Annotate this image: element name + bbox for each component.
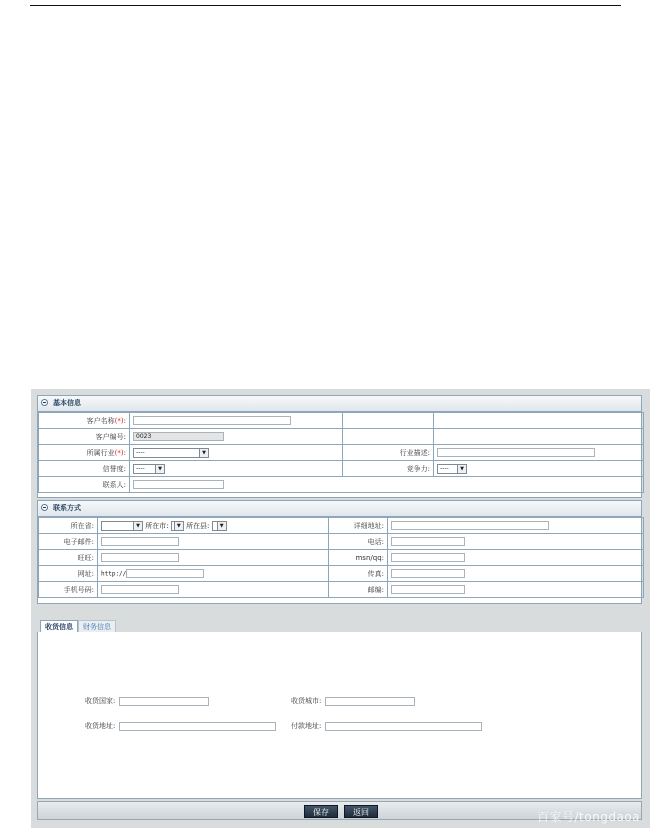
save-button[interactable]: 保存	[304, 805, 338, 818]
basic-info-header[interactable]	[38, 396, 641, 412]
shipping-country-input[interactable]	[119, 697, 209, 706]
industry-select[interactable]: ---- ▼	[133, 448, 209, 458]
contact-info-table	[38, 517, 644, 598]
basic-info-table	[38, 412, 644, 493]
competitiveness-select[interactable]: ---- ▼	[437, 464, 467, 474]
tab-finance[interactable]: 财务信息	[78, 620, 116, 632]
mobile-input[interactable]	[101, 585, 179, 594]
shipping-city-label: 收货城市:	[291, 697, 322, 705]
mobile-label: 手机号码:	[39, 582, 98, 598]
contact-person-input[interactable]	[133, 480, 224, 489]
watermark-text: 百家号/tongdaoa	[537, 810, 640, 824]
detail-tabs	[37, 618, 642, 799]
basic-info-panel	[37, 395, 642, 498]
shipping-country-field	[85, 696, 209, 706]
city-label: 所在市:	[145, 521, 169, 530]
city-select[interactable]	[171, 521, 184, 531]
billing-address-input[interactable]	[325, 722, 482, 731]
email-label: 电子邮件:	[39, 534, 98, 550]
billing-address-field	[291, 721, 482, 731]
website-input[interactable]	[126, 569, 204, 578]
fax-label: 传真:	[329, 566, 388, 582]
collapse-icon[interactable]	[41, 399, 48, 406]
tab-strip	[37, 618, 642, 633]
contact-info-title: 联系方式	[53, 504, 81, 512]
chevron-down-icon[interactable]: ▼	[155, 465, 164, 473]
postcode-label: 邮编:	[329, 582, 388, 598]
competitiveness-label: 竞争力:	[343, 461, 434, 477]
customer-no-label: 客户编号:	[39, 429, 130, 445]
wangwang-label: 旺旺:	[39, 550, 98, 566]
chevron-down-icon[interactable]: ▼	[133, 522, 142, 530]
phone-label: 电话:	[329, 534, 388, 550]
customer-name-input[interactable]	[133, 416, 291, 425]
contact-info-panel	[37, 500, 642, 604]
website-prefix: http://	[101, 570, 127, 578]
credit-label: 信誉度:	[39, 461, 130, 477]
shipping-city-input[interactable]	[325, 697, 415, 706]
tab-shipping[interactable]: 收货信息	[40, 620, 78, 633]
customer-no-input: 0023	[133, 432, 224, 441]
collapse-icon[interactable]	[41, 504, 48, 511]
county-label: 所在县:	[186, 521, 210, 530]
shipping-city-field	[291, 696, 415, 706]
chevron-down-icon[interactable]: ▼	[199, 449, 208, 457]
shipping-country-label: 收货国家:	[85, 697, 116, 705]
shipping-address-input[interactable]	[119, 722, 276, 731]
credit-select[interactable]: ---- ▼	[133, 464, 165, 474]
top-divider-line	[30, 5, 621, 6]
industry-label: 所属行业(*):	[39, 445, 130, 461]
province-select[interactable]	[101, 521, 143, 531]
address-input[interactable]	[391, 521, 549, 530]
customer-form-window	[31, 389, 650, 828]
county-select[interactable]	[212, 521, 227, 531]
customer-name-label: 客户名称(*):	[39, 413, 130, 429]
billing-address-label: 付款地址:	[291, 722, 322, 730]
wangwang-input[interactable]	[101, 553, 179, 562]
website-label: 网址:	[39, 566, 98, 582]
back-button[interactable]: 返回	[344, 805, 378, 818]
email-input[interactable]	[101, 537, 179, 546]
chevron-down-icon[interactable]: ▼	[174, 522, 183, 530]
basic-info-title: 基本信息	[53, 399, 81, 407]
contact-person-label: 联系人:	[39, 477, 130, 493]
phone-input[interactable]	[391, 537, 465, 546]
msn-label: msn/qq:	[329, 550, 388, 566]
industry-desc-label: 行业描述:	[343, 445, 434, 461]
shipping-address-label: 收货地址:	[85, 722, 116, 730]
chevron-down-icon[interactable]: ▼	[217, 522, 226, 530]
industry-desc-input[interactable]	[437, 448, 595, 457]
chevron-down-icon[interactable]: ▼	[457, 465, 466, 473]
contact-info-header[interactable]	[38, 501, 641, 517]
postcode-input[interactable]	[391, 585, 465, 594]
address-label: 详细地址:	[329, 518, 388, 534]
shipping-tab-panel	[37, 632, 642, 799]
province-label: 所在省:	[39, 518, 98, 534]
msn-input[interactable]	[391, 553, 465, 562]
shipping-address-field	[85, 721, 276, 731]
fax-input[interactable]	[391, 569, 465, 578]
